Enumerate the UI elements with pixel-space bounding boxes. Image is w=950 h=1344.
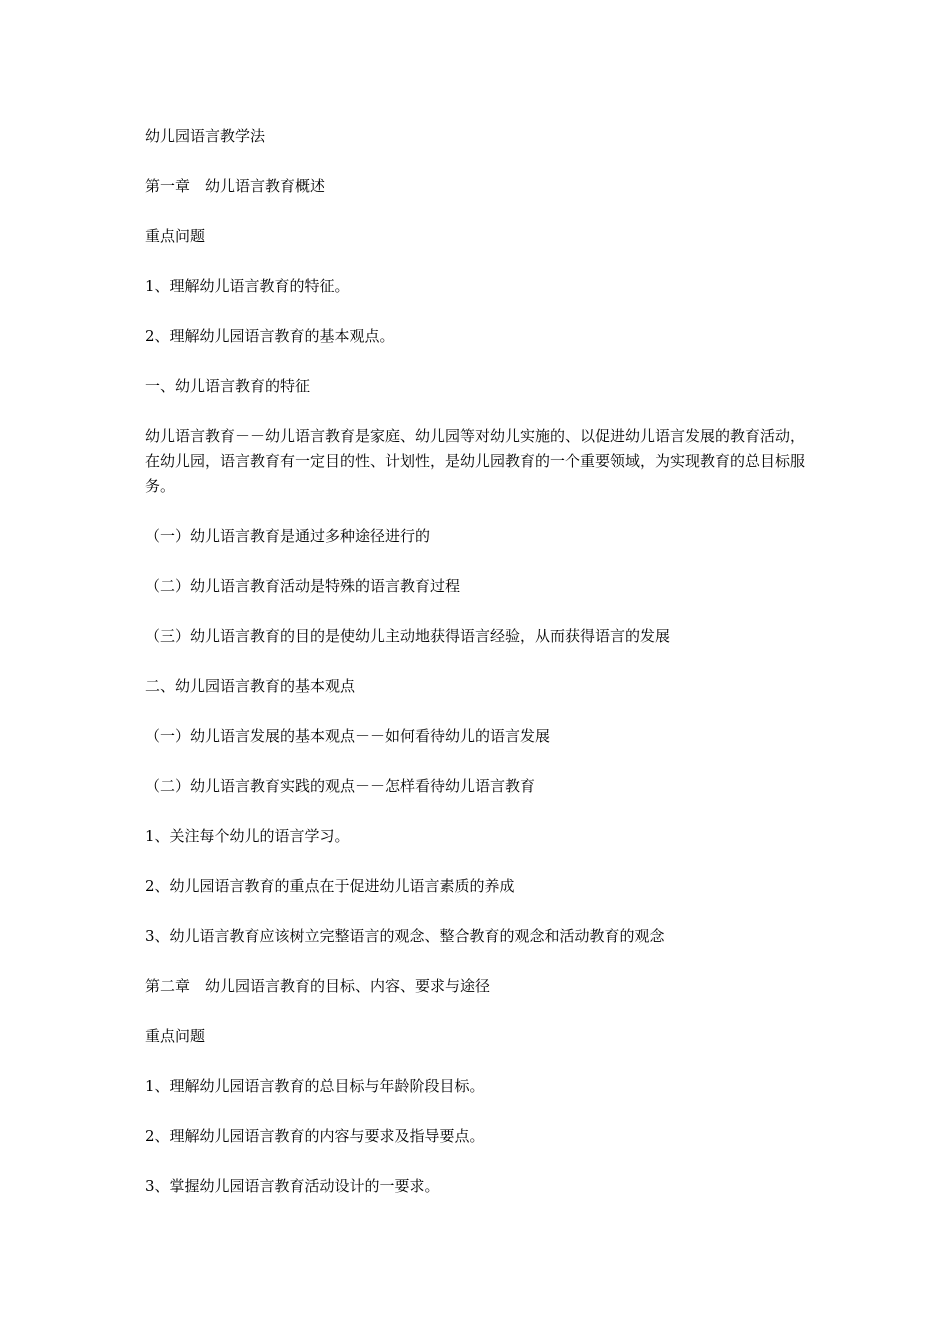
section-heading: 一、幼儿语言教育的特征 [145,377,311,395]
key-questions-heading: 重点问题 [145,227,206,245]
list-item: 2、理解幼儿园语言教育的基本观点。 [145,327,395,345]
list-item: （三）幼儿语言教育的目的是使幼儿主动地获得语言经验，从而获得语言的发展 [145,627,671,645]
list-item: 3、幼儿语言教育应该树立完整语言的观念、整合教育的观念和活动教育的观念 [145,927,665,945]
list-item: 3、掌握幼儿园语言教育活动设计的一要求。 [145,1177,440,1195]
list-item: （二）幼儿语言教育活动是特殊的语言教育过程 [145,577,461,595]
chapter-2-heading: 第二章 幼儿园语言教育的目标、内容、要求与途径 [145,977,491,995]
list-item: 2、幼儿园语言教育的重点在于促进幼儿语言素质的养成 [145,877,515,895]
document-body [145,124,810,1224]
list-item: 2、理解幼儿园语言教育的内容与要求及指导要点。 [145,1127,485,1145]
list-item: （一）幼儿语言教育是通过多种途径进行的 [145,527,431,545]
list-item: （二）幼儿语言教育实践的观点－－怎样看待幼儿语言教育 [145,777,536,795]
body-paragraph: 幼儿语言教育－－幼儿语言教育是家庭、幼儿园等对幼儿实施的、以促进幼儿语言发展的教育活动，在幼儿园，语言教育有一定目的性、计划性，是幼儿园教育的一个重要领域，为实现教育的总目标服务。 [145,427,806,495]
key-questions-heading: 重点问题 [145,1027,206,1045]
list-item: （一）幼儿语言发展的基本观点－－如何看待幼儿的语言发展 [145,727,551,745]
chapter-1-heading: 第一章 幼儿语言教育概述 [145,177,326,195]
section-heading: 二、幼儿园语言教育的基本观点 [145,677,356,695]
document-title: 幼儿园语言教学法 [145,127,266,145]
list-item: 1、理解幼儿语言教育的特征。 [145,277,350,295]
list-item: 1、关注每个幼儿的语言学习。 [145,827,350,845]
list-item: 1、理解幼儿园语言教育的总目标与年龄阶段目标。 [145,1077,485,1095]
